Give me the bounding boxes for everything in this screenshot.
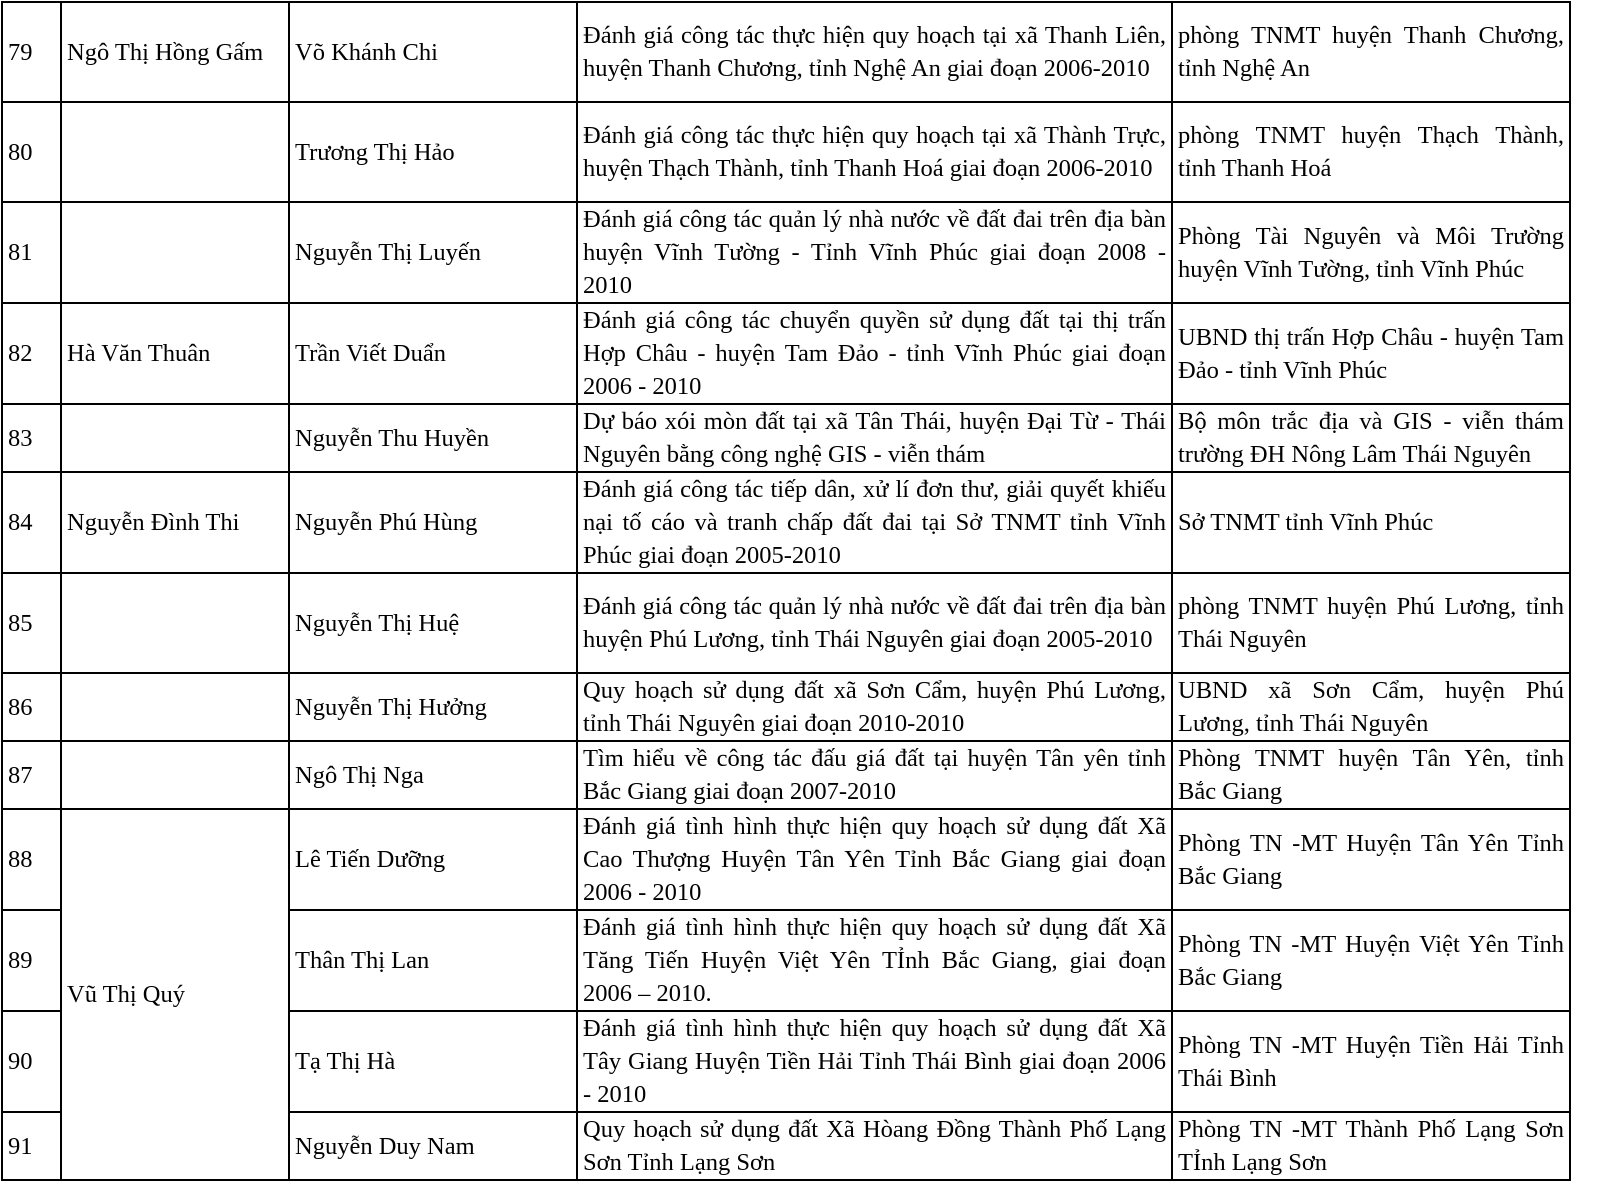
- thesis-topic: Đánh giá tình hình thực hiện quy hoạch sử dụng đất Xã Tăng Tiến Huyện Việt Yên TỈnh Bắc Giang, giai đoạn 2006 – 2010.: [577, 910, 1172, 1011]
- table-row: [2, 809, 1570, 910]
- student-name: Nguyễn Thị Huệ: [289, 573, 577, 673]
- thesis-topic: Đánh giá tình hình thực hiện quy hoạch sử dụng đất Xã Tây Giang Huyện Tiền Hải Tỉnh Thái Bình giai đoạn 2006 - 2010: [577, 1011, 1172, 1112]
- table-row: [2, 404, 1570, 472]
- internship-place: Phòng TNMT huyện Tân Yên, tỉnh Bắc Giang: [1172, 741, 1570, 809]
- internship-place: Phòng Tài Nguyên và Môi Trường huyện Vĩnh Tường, tỉnh Vĩnh Phúc: [1172, 202, 1570, 303]
- row-number: 89: [2, 910, 61, 1011]
- thesis-assignment-table: [1, 1, 1571, 1181]
- table-row: [2, 102, 1570, 202]
- student-name: Lê Tiến Dưỡng: [289, 809, 577, 910]
- student-name: Nguyễn Thị Hưởng: [289, 673, 577, 741]
- thesis-topic: Đánh giá tình hình thực hiện quy hoạch sử dụng đất Xã Cao Thượng Huyện Tân Yên Tỉnh Bắc Giang giai đoạn 2006 - 2010: [577, 809, 1172, 910]
- internship-place: Bộ môn trắc địa và GIS - viễn thám trường ĐH Nông Lâm Thái Nguyên: [1172, 404, 1570, 472]
- student-name: Nguyễn Thu Huyền: [289, 404, 577, 472]
- table-row: [2, 472, 1570, 573]
- row-number: 81: [2, 202, 61, 303]
- supervisor-name: Hà Văn Thuân: [61, 303, 289, 404]
- table-row: [2, 573, 1570, 673]
- row-number: 91: [2, 1112, 61, 1180]
- thesis-topic: Quy hoạch sử dụng đất Xã Hòang Đồng Thành Phố Lạng Sơn Tỉnh Lạng Sơn: [577, 1112, 1172, 1180]
- internship-place: Phòng TN -MT Huyện Tiền Hải Tỉnh Thái Bình: [1172, 1011, 1570, 1112]
- table-row: [2, 2, 1570, 102]
- internship-place: Sở TNMT tỉnh Vĩnh Phúc: [1172, 472, 1570, 573]
- supervisor-name: [61, 741, 289, 809]
- row-number: 84: [2, 472, 61, 573]
- thesis-topic: Quy hoạch sử dụng đất xã Sơn Cẩm, huyện Phú Lương, tỉnh Thái Nguyên giai đoạn 2010-2010: [577, 673, 1172, 741]
- row-number: 90: [2, 1011, 61, 1112]
- row-number: 88: [2, 809, 61, 910]
- internship-place: Phòng TN -MT Thành Phố Lạng Sơn TỈnh Lạng Sơn: [1172, 1112, 1570, 1180]
- supervisor-name: [61, 573, 289, 673]
- internship-place: phòng TNMT huyện Phú Lương, tỉnh Thái Nguyên: [1172, 573, 1570, 673]
- internship-place: UBND thị trấn Hợp Châu - huyện Tam Đảo - tỉnh Vĩnh Phúc: [1172, 303, 1570, 404]
- student-name: Trần Viết Duẩn: [289, 303, 577, 404]
- table-row: [2, 202, 1570, 303]
- row-number: 85: [2, 573, 61, 673]
- supervisor-name: [61, 102, 289, 202]
- row-number: 82: [2, 303, 61, 404]
- student-name: Thân Thị Lan: [289, 910, 577, 1011]
- student-name: Võ Khánh Chi: [289, 2, 577, 102]
- thesis-topic: Đánh giá công tác quản lý nhà nước về đất đai trên địa bàn huyện Phú Lương, tỉnh Thái Nguyên giai đoạn 2005-2010: [577, 573, 1172, 673]
- supervisor-name: Vũ Thị Quý: [61, 809, 289, 1180]
- thesis-topic: Tìm hiểu về công tác đấu giá đất tại huyện Tân yên tỉnh Bắc Giang giai đoạn 2007-2010: [577, 741, 1172, 809]
- thesis-topic: Đánh giá công tác thực hiện quy hoạch tại xã Thanh Liên, huyện Thanh Chương, tỉnh Nghệ An giai đoạn 2006-2010: [577, 2, 1172, 102]
- thesis-topic: Dự báo xói mòn đất tại xã Tân Thái, huyện Đại Từ - Thái Nguyên bằng công nghệ GIS - viễn thám: [577, 404, 1172, 472]
- row-number: 86: [2, 673, 61, 741]
- internship-place: UBND xã Sơn Cẩm, huyện Phú Lương, tỉnh Thái Nguyên: [1172, 673, 1570, 741]
- supervisor-name: [61, 404, 289, 472]
- thesis-topic: Đánh giá công tác quản lý nhà nước về đất đai trên địa bàn huyện Vĩnh Tường - Tỉnh Vĩnh Phúc giai đoạn 2008 - 2010: [577, 202, 1172, 303]
- table-row: [2, 673, 1570, 741]
- student-name: Tạ Thị Hà: [289, 1011, 577, 1112]
- student-name: Nguyễn Phú Hùng: [289, 472, 577, 573]
- row-number: 87: [2, 741, 61, 809]
- internship-place: phòng TNMT huyện Thanh Chương, tỉnh Nghệ An: [1172, 2, 1570, 102]
- internship-place: Phòng TN -MT Huyện Tân Yên Tỉnh Bắc Giang: [1172, 809, 1570, 910]
- supervisor-name: Nguyễn Đình Thi: [61, 472, 289, 573]
- thesis-topic: Đánh giá công tác chuyển quyền sử dụng đất tại thị trấn Hợp Châu - huyện Tam Đảo - tỉnh Vĩnh Phúc giai đoạn 2006 - 2010: [577, 303, 1172, 404]
- internship-place: Phòng TN -MT Huyện Việt Yên Tỉnh Bắc Giang: [1172, 910, 1570, 1011]
- row-number: 79: [2, 2, 61, 102]
- row-number: 83: [2, 404, 61, 472]
- supervisor-name: Ngô Thị Hồng Gấm: [61, 2, 289, 102]
- student-name: Nguyễn Duy Nam: [289, 1112, 577, 1180]
- thesis-topic: Đánh giá công tác thực hiện quy hoạch tại xã Thành Trực, huyện Thạch Thành, tỉnh Thanh Hoá giai đoạn 2006-2010: [577, 102, 1172, 202]
- table-row: [2, 741, 1570, 809]
- student-name: Nguyễn Thị Luyến: [289, 202, 577, 303]
- thesis-topic: Đánh giá công tác tiếp dân, xử lí đơn thư, giải quyết khiếu nại tố cáo và tranh chấp đất đai tại Sở TNMT tỉnh Vĩnh Phúc giai đoạn 2005-2010: [577, 472, 1172, 573]
- student-name: Trương Thị Hảo: [289, 102, 577, 202]
- supervisor-name: [61, 673, 289, 741]
- student-name: Ngô Thị Nga: [289, 741, 577, 809]
- row-number: 80: [2, 102, 61, 202]
- table-row: [2, 303, 1570, 404]
- supervisor-name: [61, 202, 289, 303]
- internship-place: phòng TNMT huyện Thạch Thành, tỉnh Thanh Hoá: [1172, 102, 1570, 202]
